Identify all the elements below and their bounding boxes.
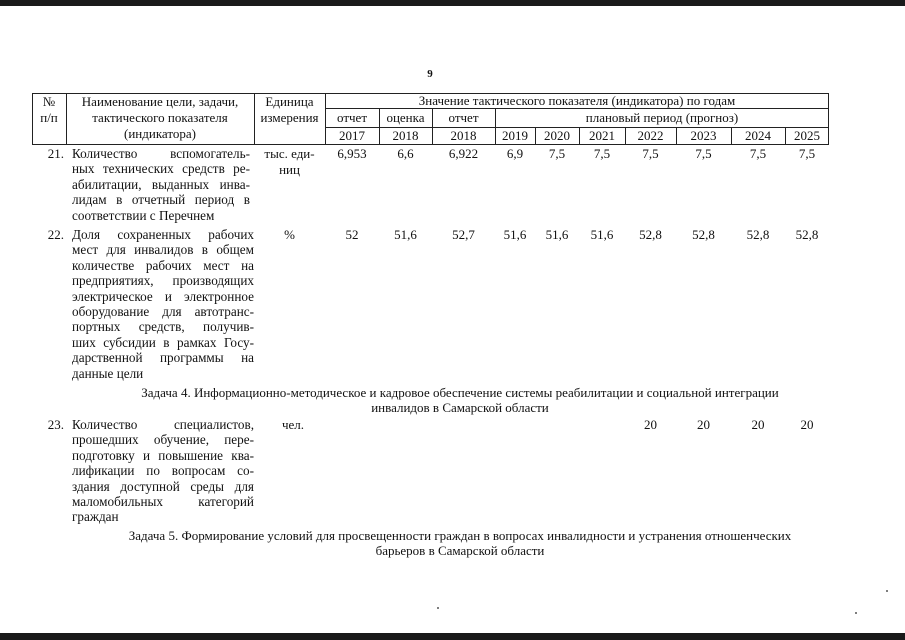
row-num: 22.: [47, 227, 64, 242]
task-5-heading: Задача 5. Формирование условий для просвещенности граждан в вопросах инвалидности и устранения отношенческих барьеров в Самарской области: [128, 528, 792, 558]
header-name: (индикатора): [124, 126, 196, 141]
row-value: 7,5: [798, 146, 816, 161]
scan-border-top: [0, 0, 905, 6]
row-value: 20: [697, 417, 710, 432]
header-sub-col: отчет: [337, 110, 367, 125]
row-value: 20: [800, 417, 814, 432]
row-value: 52,8: [692, 227, 715, 242]
row-value: 52,8: [639, 227, 662, 242]
header-year: 2018: [392, 128, 419, 143]
row-unit: тыс. еди-: [264, 146, 315, 161]
row-num: 21.: [47, 146, 64, 161]
header-year: 2025: [794, 128, 820, 143]
header-year: 2018: [450, 128, 477, 143]
header-year: 2024: [745, 128, 771, 143]
header-name: тактического показателя: [92, 110, 228, 125]
row-name: Доля сохраненных рабочих мест для инвалидов в общем количестве рабочих мест на предприятиях, производящих электрическое и электронное оборудование для автотранс- портных средств, получив- ших субсидии в рамках Госу- дарственной программы на данные цели: [72, 227, 254, 381]
row-value: 52,8: [746, 227, 770, 242]
row-value: 51,6: [394, 227, 417, 242]
scan-speck: [855, 612, 857, 614]
header-num: №: [42, 94, 56, 109]
row-name: Количество вспомогатель- ных технических средств ре- абилитации, выданных инва- лидам в отчетный период в соответствии с Перечнем: [72, 146, 250, 223]
header-num: п/п: [40, 110, 58, 125]
header-year: 2020: [544, 128, 570, 143]
row-value: 6,9: [506, 146, 524, 161]
row-value: 7,5: [749, 146, 767, 161]
header-year: 2019: [502, 128, 528, 143]
header-plan-period: плановый период (прогноз): [585, 110, 739, 125]
row-value: 6,922: [448, 146, 479, 161]
row-value: 52: [345, 227, 359, 242]
header-name: Наименование цели, задачи,: [81, 94, 239, 109]
header-year: 2017: [339, 128, 365, 143]
header-unit: измерения: [260, 110, 319, 125]
row-value: 7,5: [548, 146, 566, 161]
scan-speck: [886, 590, 888, 592]
row-value: 51,6: [545, 227, 569, 242]
row-value: 20: [751, 417, 765, 432]
header-year: 2022: [637, 128, 664, 143]
row-value: 7,5: [593, 146, 611, 161]
row-value: 7,5: [695, 146, 712, 161]
row-name: Количество специалистов, прошедших обучение, пере- подготовку и повышение ква- лификации по вопросам со- здания доступной среды для маломобильных категорий граждан: [72, 417, 254, 525]
header-unit: Единица: [265, 94, 314, 109]
row-value: 52,7: [452, 227, 475, 242]
row-unit: ниц: [279, 162, 300, 177]
header-year: 2023: [690, 128, 717, 143]
header-sub-col: оценка: [386, 110, 425, 125]
header-sub-col: отчет: [448, 110, 479, 125]
task-4-heading: Задача 4. Информационно-методическое и кадровое обеспечение системы реабилитации и социальной интеграции инвалидов в Самарской области: [141, 385, 779, 415]
row-value: 51,6: [590, 227, 614, 242]
page-number: 9: [427, 68, 433, 80]
scan-speck: [437, 607, 439, 609]
row-value: 6,6: [397, 146, 414, 161]
row-value: 51,6: [503, 227, 527, 242]
row-value: 20: [644, 417, 657, 432]
row-unit: %: [284, 227, 295, 242]
row-value: 52,8: [795, 227, 819, 242]
row-unit: чел.: [282, 417, 305, 432]
row-num: 23.: [47, 417, 64, 432]
header-year: 2021: [589, 128, 615, 143]
header-values-title: Значение тактического показателя (индикатора) по годам: [418, 93, 736, 108]
row-value: 7,5: [642, 146, 659, 161]
row-value: 6,953: [337, 146, 367, 161]
scan-border-bottom: [0, 633, 905, 640]
